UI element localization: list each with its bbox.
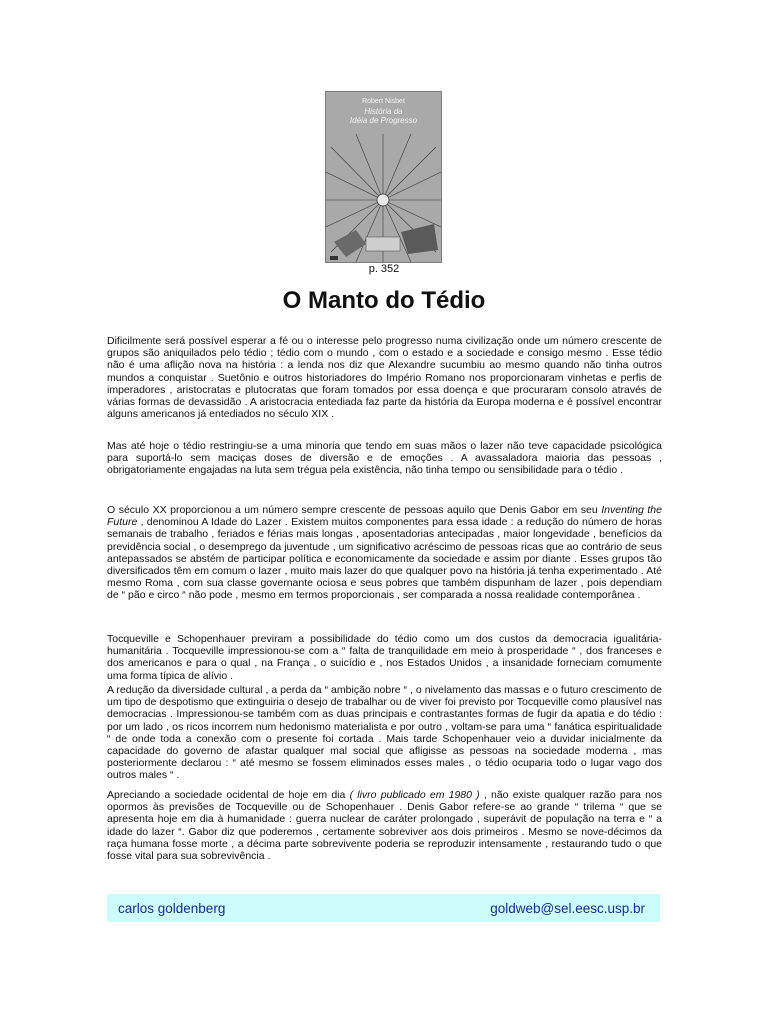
page-number: p. 352: [368, 263, 400, 275]
paragraph-3-text-end: , denominou A Idade do Lazer . Existem muitos componentes para essa idade : a redução do número de horas semanais de trabalho , feriados e férias mais longas , aposentadorias antecipadas , maior longevidade , benefícios da previdência social , o desemprego da juventude , um significativo acréscimo de pessoas ricas que ao contrário de seus antepassados se abstém de participar política e economicamente da sociedade e assim por diante . Esses grupos tão diversificados têm em comum o lazer , muito mais lazer do que qualquer povo na história já tenha experimentado . Até mesmo Roma , com sua classe governante ociosa e seus pobres que também dispunham de lazer , pois dependiam de “ pão e circo “ não pode , mesmo em termos proporcionais , ser comparada a nossa realidade contemporânea .: [107, 516, 662, 602]
cover-title-line2: Idéia de Progresso: [349, 116, 418, 125]
paragraph-2: Mas até hoje o tédio restringiu-se a uma minoria que tendo em suas mãos o lazer não teve capacidade psicológica para suportá-lo sem maciças doses de diversão e de emoções . A avassaladora maioria das pessoas , obrigatoriamente engajadas na luta sem trégua pela existência, não tinha tempo ou sensibilidade para o tédio .: [107, 440, 662, 477]
paragraph-6-text-end: , não existe qualquer razão para nos opormos às previsões de Tocqueville ou de Schopenhauer . Denis Gabor refere-se ao grande “ trilema “ que se apresenta hoje em dia à humanidade : guerra nuclear de caráter prolongado , superávit de população na terra e “ a idade do lazer “. Gabor diz que poderemos , certamente sobreviver aos dois primeiros . Mesmo se nove-décimos da raça humana fosse morte , a décima parte sobrevivente poderia se reproduzir intensamente , restaurando tudo o que fosse vital para sua sobrevivência .: [107, 789, 662, 863]
page-title: O Manto do Tédio: [282, 287, 486, 314]
cover-author: Robert Nisbet: [362, 98, 405, 105]
footer-bar: [107, 894, 660, 922]
paragraph-6-text-start: Apreciando a sociedade ocidental de hoje em dia: [107, 789, 350, 801]
cover-illustration: [326, 132, 441, 262]
cover-title-line1: História da: [364, 107, 403, 116]
publication-note: ( livro publicado em 1980 ): [349, 789, 480, 801]
author-email: goldweb@sel.eesc.usp.br: [490, 901, 645, 916]
cover-title: [326, 107, 441, 125]
paragraph-6: [107, 789, 662, 862]
book-title: Inventing the Future: [107, 504, 662, 529]
paragraph-3: [107, 504, 662, 602]
paragraph-5: A redução da diversidade cultural , a perda da “ ambição nobre “ , o nivelamento das massas e o futuro crescimento de um tipo de despotismo que extinguiria o desejo de trabalhar ou de viver foi previsto por Tocqueville como plausível nas democracias . Impressionou-se também com as duas principais e contrastantes formas de fugir da apatia e do tédio : por um lado , os ricos incorrem num hedonismo materialista e por outro , voltam-se para uma “ fanática espiritualidade “ de onde toda a conexão com o presente foi cortada . Mais tarde Schopenhauer veio a duvidar inicialmente da capacidade do governo de afastar qualquer mal social que afligisse as pessoas na sociedade moderna , mas posteriormente declarou : “ até mesmo se fossem eliminados esses males , o tédio ocuparia todo o lugar vago dos outros males “ .: [107, 684, 662, 782]
author-name: carlos goldenberg: [118, 901, 226, 916]
paragraph-1: Dificilmente será possível esperar a fé ou o interesse pelo progresso numa civilização onde um número crescente de grupos são aniquilados pelo tédio ; tédio com o mundo , com o estado e a sociedade e consigo mesmo . Esse tédio não é uma aflição nova na história : a lenda nos diz que Alexandre sucumbiu ao mesmo quando não tinha outros mundos a conquistar . Suetônio e outros historiadores do Império Romano nos proporcionaram vinhetas e perfis de imperadores , aristocratas e plutocratas que foram tomados por essa doença e que procuraram consolo através de várias formas de devassidão . A aristocracia entediada faz parte da história da Europa moderna e é possível encontrar alguns americanos já entediados no século XIX .: [107, 335, 662, 421]
paragraph-3-text-start: O século XX proporcionou a um número sempre crescente de pessoas aquilo que Denis Gabor em seu: [107, 504, 602, 516]
paragraph-4: Tocqueville e Schopenhauer previram a possibilidade do tédio como um dos custos da democracia igualitária-humanitária . Tocqueville impressionou-se com a “ falta de tranquilidade em meio à prosperidade “ , dos franceses e dos americanos e para o qual , na França , o suicídio e , nos Estados Unidos , a insanidade forneciam comumente uma forma típica de alívio .: [107, 633, 662, 682]
book-cover-image: [325, 91, 442, 263]
